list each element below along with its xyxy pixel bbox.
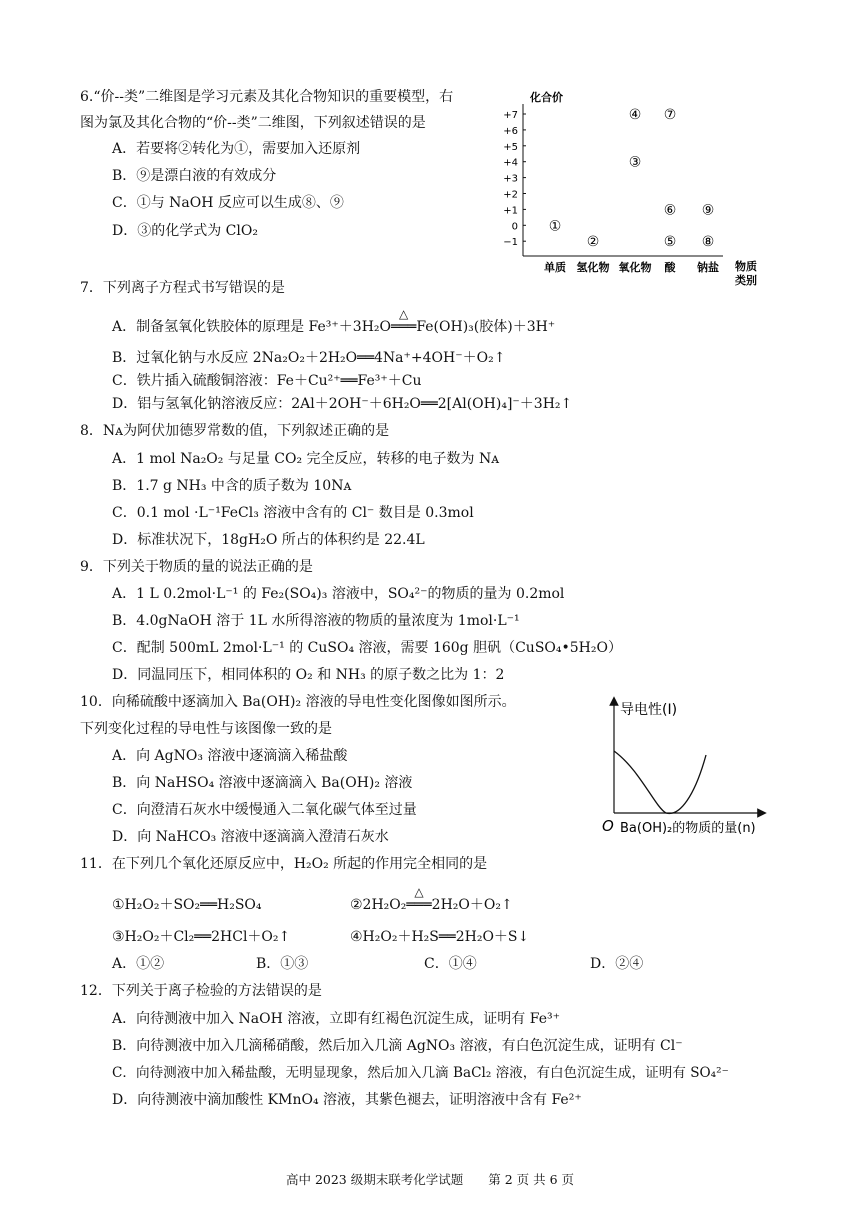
chart-point-7: ⑦: [663, 107, 677, 123]
q12-option-c: C．向待测液中加入稀盐酸，无明显现象，然后加入几滴 BaCl₂ 溶液，有白色沉淀生成，证明有 SO₄²⁻: [112, 1065, 729, 1081]
q12-option-a: A．向待测液中加入 NaOH 溶液，立即有红褐色沉淀生成，证明有 Fe³⁺: [112, 1011, 560, 1027]
chart-point-8: ⑧: [701, 234, 715, 251]
q10-option-a: A．向 AgNO₃ 溶液中逐滴滴入稀盐酸: [112, 748, 348, 764]
q8-option-c: C．0.1 mol ·L⁻¹FeCl₃ 溶液中含有的 Cl⁻ 数目是 0.3mol: [112, 505, 474, 521]
q9-option-b: B．4.0gNaOH 溶于 1L 水所得溶液的物质的量浓度为 1mol·L⁻¹: [112, 613, 520, 629]
chart-y-tick-label: +1: [503, 205, 518, 217]
chart-y-tick-label: +3: [503, 173, 518, 185]
q10-option-c: C．向澄清石灰水中缓慢通入二氧化碳气体至过量: [112, 802, 417, 818]
equals-symbol: ═══: [391, 319, 417, 335]
q6-stem-line2: 图为氯及其化合物的“价--类”二维图，下列叙述错误的是: [80, 115, 426, 131]
graph-xlabel: Ba(OH)₂的物质的量(n): [620, 821, 756, 836]
chart-ylabel: 化合价: [530, 91, 563, 104]
q8-option-d: D．标准状况下，18gH₂O 所占的体积约是 22.4L: [112, 532, 425, 548]
q12-option-d: D．向待测液中滴加酸性 KMnO₄ 溶液，其紫色褪去，证明溶液中含有 Fe²⁺: [112, 1092, 582, 1108]
chart-y-tick-label: +6: [503, 125, 518, 137]
chart-category-label: 酸: [664, 261, 676, 274]
chart-y-tick-label: 0: [511, 221, 518, 233]
equals-symbol-2: ═══: [406, 897, 432, 913]
page-footer: 高中 2023 级期末联考化学试题 第 2 页 共 6 页: [285, 1172, 575, 1187]
q7-option-a-right: Fe(OH)₃(胶体)＋3H⁺: [416, 319, 556, 335]
q9-option-a: A．1 L 0.2mol·L⁻¹ 的 Fe₂(SO₄)₃ 溶液中，SO₄²⁻的物质的量为 0.2mol: [112, 586, 565, 602]
q12-option-b: B．向待测液中加入几滴稀硝酸，然后加入几滴 AgNO₃ 溶液，有白色沉淀生成，证明有 Cl⁻: [112, 1038, 683, 1054]
q9-stem: 9．下列关于物质的量的说法正确的是: [80, 559, 313, 575]
chart-point-4: ④: [628, 107, 642, 123]
conductivity-graph: [600, 695, 770, 840]
chart-point-9: ⑨: [701, 202, 715, 219]
q11-reaction-2-left: ②2H₂O₂: [350, 897, 407, 913]
chart-category-label: 钠盐: [697, 261, 719, 274]
q11-option-d: D．②④: [590, 956, 644, 972]
chart-category-label: 氧化物: [618, 261, 652, 274]
q11-stem: 11．在下列几个氧化还原反应中，H₂O₂ 所起的作用完全相同的是: [80, 856, 488, 872]
q8-stem: 8．Nᴀ为阿伏加德罗常数的值，下列叙述正确的是: [80, 423, 390, 439]
chart-point-5: ⑤: [663, 234, 677, 251]
heat-equals-sign: [391, 307, 417, 336]
q11-reaction-4: ④H₂O₂＋H₂S══2H₂O＋S↓: [350, 929, 530, 945]
chart-category-label: 单质: [544, 261, 566, 274]
q9-option-c: C．配制 500mL 2mol·L⁻¹ 的 CuSO₄ 溶液，需要 160g 胆矾（CuSO₄•5H₂O）: [112, 640, 622, 656]
graph-origin: O: [602, 817, 614, 835]
q8-option-a: A．1 mol Na₂O₂ 与足量 CO₂ 完全反应，转移的电子数为 Nᴀ: [112, 451, 500, 467]
q11-option-c: C．①④: [424, 956, 477, 972]
q6-stem-line1: 6.“价--类”二维图是学习元素及其化合物知识的重要模型，右: [80, 89, 454, 105]
q8-option-b: B．1.7 g NH₃ 中含的质子数为 10Nᴀ: [112, 478, 352, 494]
q10-stem-line1: 10．向稀硫酸中逐滴加入 Ba(OH)₂ 溶液的导电性变化图像如图所示。: [80, 694, 516, 710]
q12-stem: 12．下列关于离子检验的方法错误的是: [80, 983, 322, 999]
q6-option-d: D．③的化学式为 ClO₂: [112, 223, 258, 239]
chart-y-tick-label: +5: [503, 141, 518, 153]
q7-stem: 7．下列离子方程式书写错误的是: [80, 280, 285, 296]
chart-xlabel: 物质类别: [735, 260, 757, 287]
q9-option-d: D．同温同压下，相同体积的 O₂ 和 NH₃ 的原子数之比为 1：2: [112, 667, 505, 683]
q7-option-b: B．过氧化钠与水反应 2Na₂O₂＋2H₂O══4Na⁺+4OH⁻＋O₂↑: [112, 350, 506, 366]
chart-point-2: ②: [586, 234, 600, 251]
chart-y-tick-label: +2: [503, 189, 518, 201]
q11-option-b: B．①③: [256, 956, 309, 972]
q6-option-a: A．若要将②转化为①，需要加入还原剂: [112, 141, 361, 157]
q7-option-c: C．铁片插入硫酸铜溶液：Fe＋Cu²⁺══Fe³⁺＋Cu: [112, 373, 422, 389]
q6-option-b: B．⑨是漂白液的有效成分: [112, 168, 277, 184]
chart-point-6: ⑥: [663, 202, 677, 219]
q7-option-a: [112, 307, 556, 336]
q11-option-a: A．①②: [112, 956, 165, 972]
heat-triangle-symbol-2: △: [414, 885, 424, 899]
q10-option-d: D．向 NaHCO₃ 溶液中逐滴滴入澄清石灰水: [112, 829, 389, 845]
heat-equals-sign-2: [406, 885, 432, 914]
q11-reaction-2: [350, 885, 513, 914]
graph-ylabel: 导电性(I): [620, 702, 678, 718]
chart-category-label: 氢化物: [576, 261, 610, 274]
chart-y-tick-label: +7: [503, 110, 518, 121]
heat-triangle-symbol: △: [399, 307, 409, 321]
q11-reaction-2-right: 2H₂O＋O₂↑: [431, 897, 513, 913]
chart-y-tick-label: −1: [503, 237, 518, 249]
q11-reaction-1: ①H₂O₂＋SO₂══H₂SO₄: [112, 897, 262, 913]
q10-stem-line2: 下列变化过程的导电性与该图像一致的是: [80, 721, 332, 737]
q7-option-d: D．铝与氢氧化钠溶液反应：2Al＋2OH⁻＋6H₂O══2[Al(OH)₄]⁻＋3H₂↑: [112, 396, 573, 412]
chart-y-tick-label: +4: [503, 157, 518, 169]
chart-point-3: ③: [628, 154, 642, 171]
graph-curve: [614, 751, 706, 813]
q6-option-c: C．①与 NaOH 反应可以生成⑧、⑨: [112, 195, 344, 211]
valence-class-chart: [478, 84, 778, 294]
q7-option-a-left: A．制备氢氧化铁胶体的原理是 Fe³⁺＋3H₂O: [112, 319, 392, 335]
q10-option-b: B．向 NaHSO₄ 溶液中逐滴滴入 Ba(OH)₂ 溶液: [112, 775, 413, 791]
q11-reaction-3: ③H₂O₂＋Cl₂══2HCl＋O₂↑: [112, 929, 291, 945]
chart-point-1: ①: [548, 218, 562, 235]
